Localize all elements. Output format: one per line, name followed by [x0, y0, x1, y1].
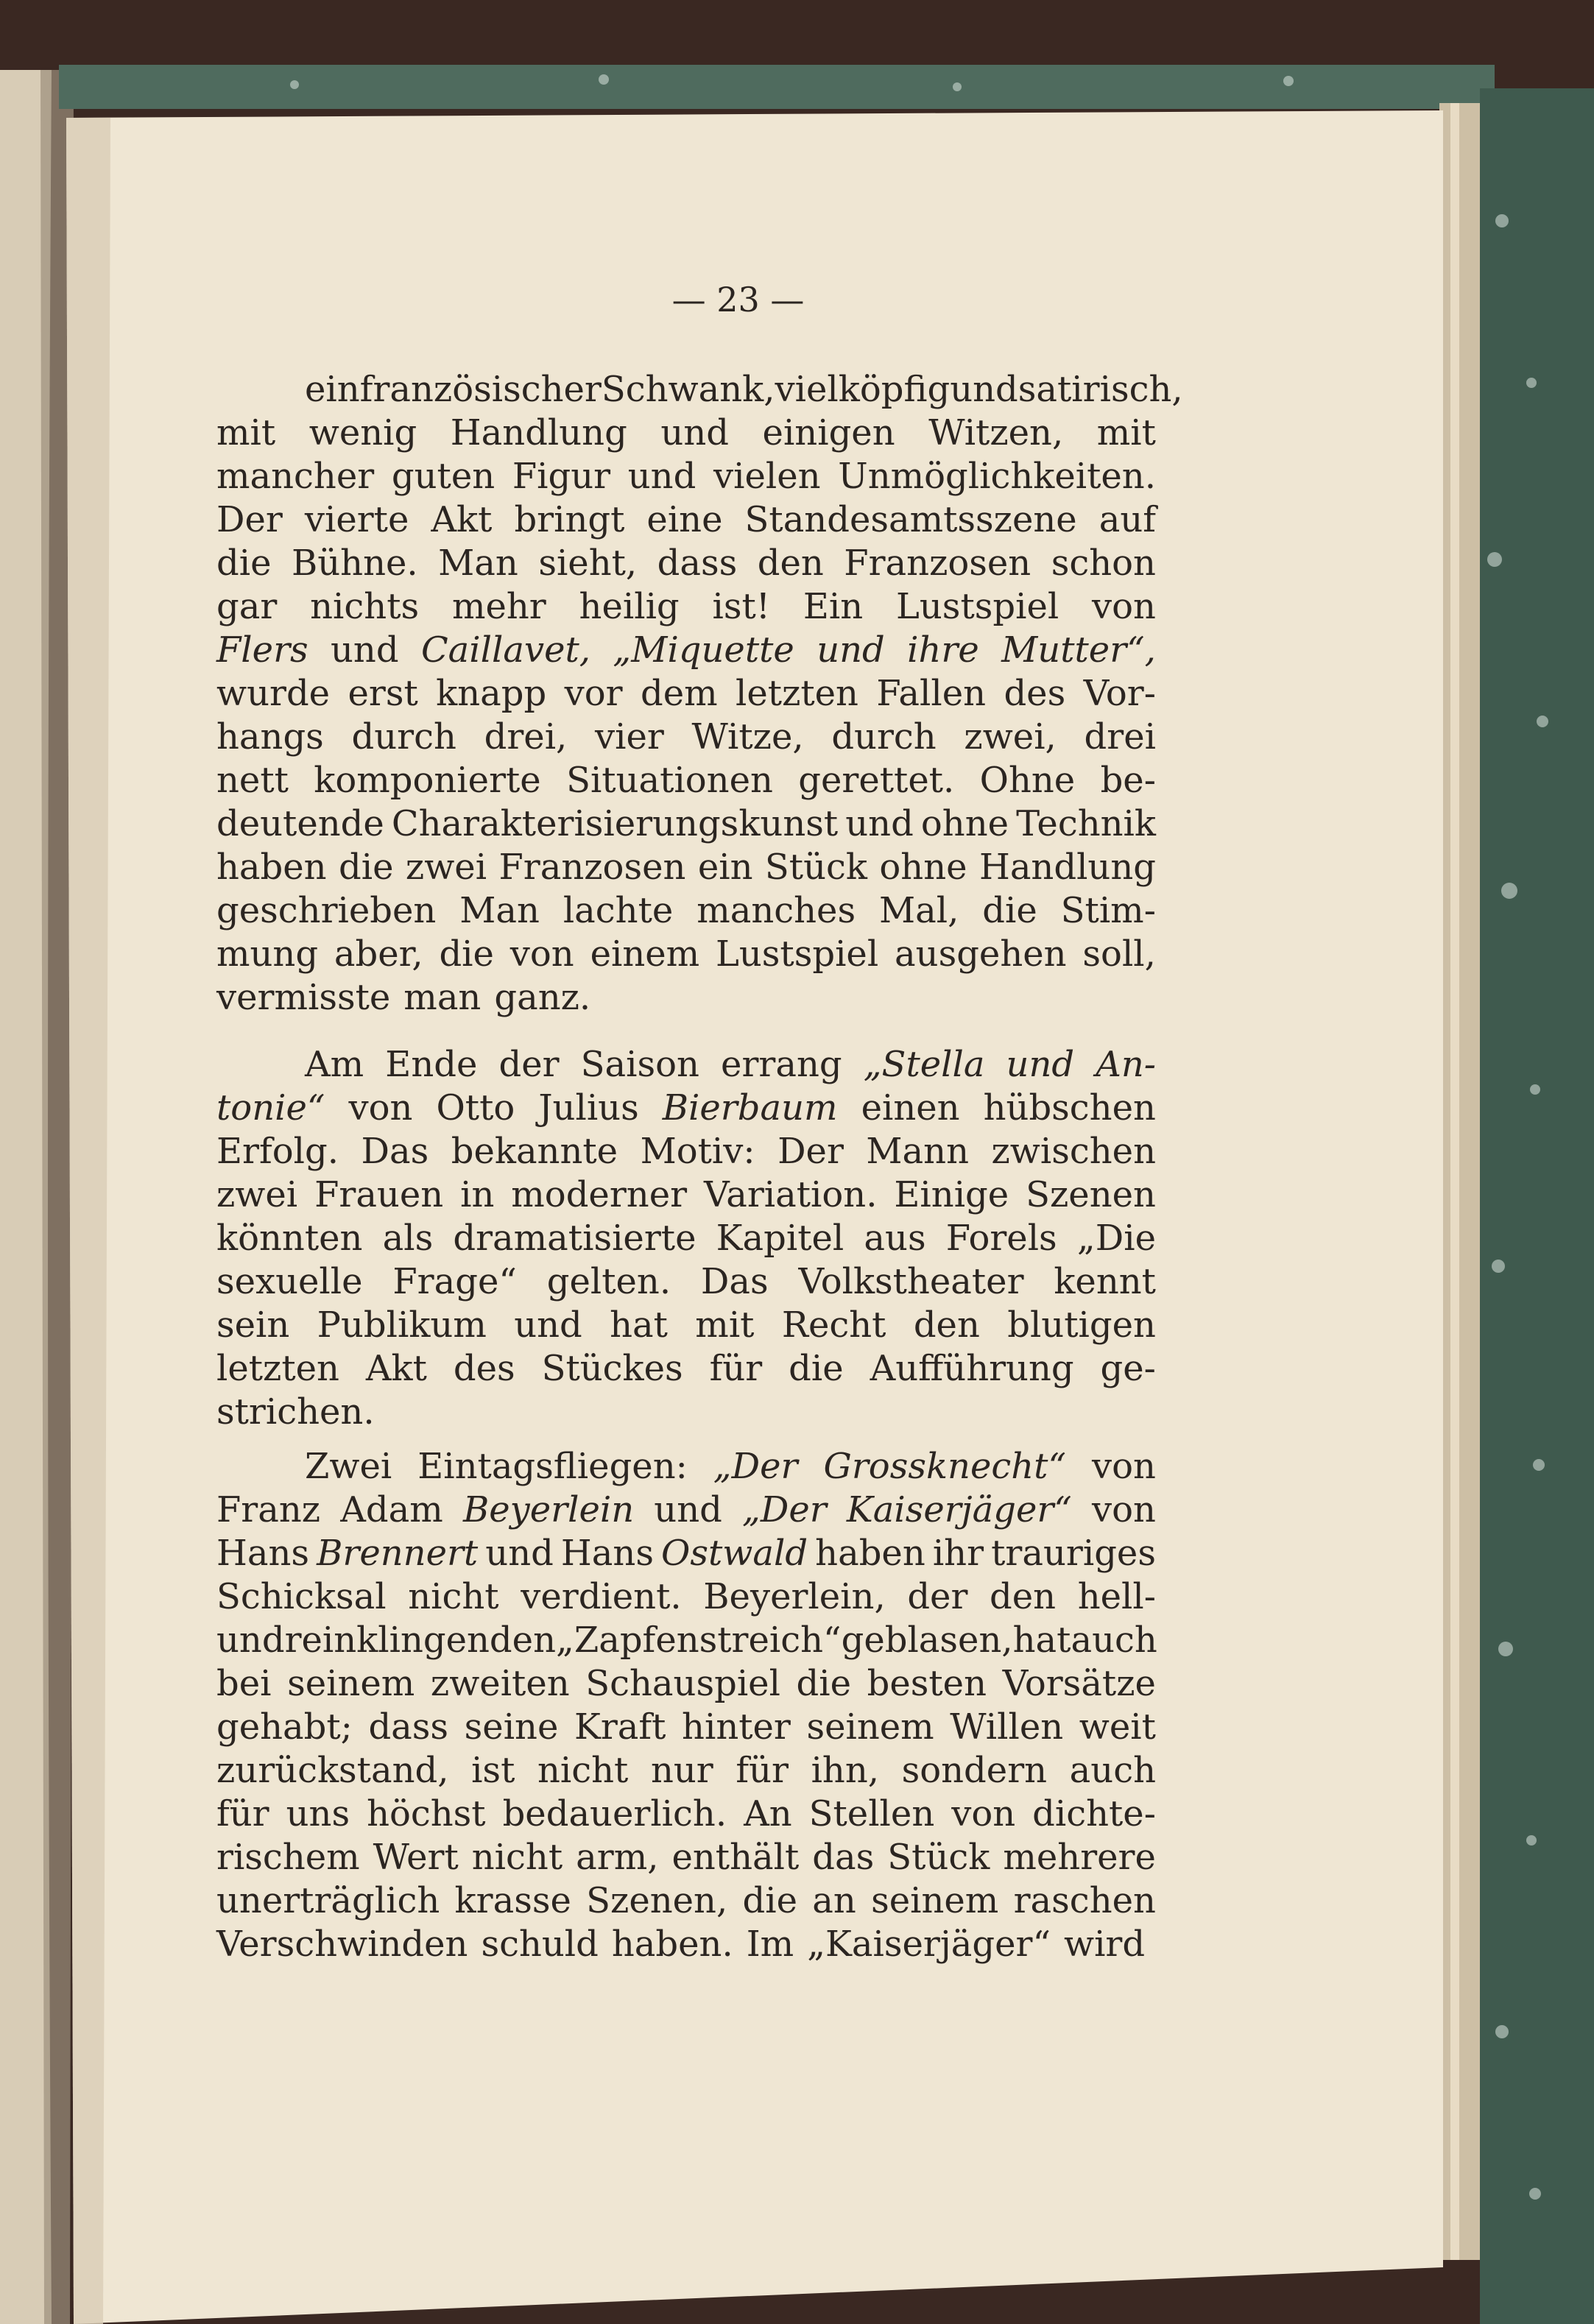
- word: Vor-: [1083, 673, 1156, 714]
- word: die: [439, 933, 494, 975]
- text-line: [216, 1575, 1156, 1619]
- word: Witze,: [691, 716, 804, 757]
- text-line: [216, 1260, 1156, 1304]
- word: Franzosen: [844, 543, 1031, 584]
- word: auch: [1069, 1750, 1156, 1791]
- word: Stückes: [541, 1348, 683, 1389]
- word: gar: [216, 586, 278, 627]
- word: Kapitel: [716, 1218, 844, 1259]
- word: Technik: [1016, 803, 1156, 844]
- word: und: [216, 1620, 285, 1661]
- word: Volkstheater: [798, 1261, 1024, 1302]
- word: durch: [831, 716, 937, 757]
- word: Zwei: [305, 1446, 392, 1487]
- text-line: [216, 1923, 1156, 1966]
- word: vielen: [713, 456, 821, 497]
- word: Der: [777, 1131, 844, 1172]
- word: die: [982, 890, 1037, 931]
- word: komponierte: [314, 760, 541, 801]
- word: Motiv:: [640, 1131, 755, 1172]
- word: und: [660, 412, 729, 453]
- text-line: [216, 412, 1156, 455]
- word: Einige: [894, 1174, 1009, 1215]
- word: sieht,: [538, 543, 638, 584]
- word: „Stella: [863, 1044, 985, 1085]
- word: sexuelle: [216, 1261, 363, 1302]
- word: durch: [351, 716, 456, 757]
- word: Bierbaum: [662, 1087, 838, 1129]
- word: vermisste: [216, 977, 391, 1018]
- word: Man: [438, 543, 518, 584]
- word: rischem: [216, 1837, 360, 1878]
- word: den: [913, 1304, 980, 1346]
- word: wenig: [308, 412, 417, 453]
- word: verdient.: [521, 1576, 682, 1617]
- word: deutende: [216, 803, 384, 844]
- word: Charakterisierungskunst: [391, 803, 839, 844]
- word: lachte: [563, 890, 674, 931]
- word: wird: [1063, 1924, 1146, 1965]
- word: knapp: [436, 673, 547, 714]
- text-line: [216, 716, 1156, 759]
- word: ohne: [920, 803, 1009, 844]
- word: Verschwinden: [216, 1924, 468, 1965]
- word: An: [744, 1793, 792, 1834]
- word: hat: [610, 1304, 668, 1346]
- word: der: [498, 1044, 560, 1085]
- word: einem: [590, 933, 700, 975]
- word: der: [907, 1576, 968, 1617]
- word: Schauspiel: [585, 1663, 780, 1704]
- word: gehabt;: [216, 1706, 353, 1748]
- text-line: [216, 629, 1156, 672]
- word: ganz.: [494, 977, 591, 1018]
- word: als: [382, 1218, 434, 1259]
- word: Ohne: [979, 760, 1076, 801]
- word: be-: [1100, 760, 1156, 801]
- word: Stück: [764, 847, 867, 888]
- page-stack-edge: [1439, 103, 1480, 2260]
- word: Franzosen: [498, 847, 686, 888]
- word: satirisch,: [1018, 369, 1183, 410]
- word: „Miquette: [613, 629, 794, 671]
- word: geschrieben: [216, 890, 437, 931]
- word: und: [1006, 1044, 1075, 1085]
- word: Erfolg.: [216, 1131, 339, 1172]
- word: Das: [700, 1261, 769, 1302]
- word: sein: [216, 1304, 290, 1346]
- word: reinklingenden: [284, 1620, 556, 1661]
- word: raschen: [1013, 1880, 1156, 1921]
- word: mit: [695, 1304, 755, 1346]
- text-line: [216, 1043, 1156, 1087]
- word: seinem: [871, 1880, 999, 1921]
- word: von: [951, 1793, 1016, 1834]
- text-line: [216, 1706, 1156, 1749]
- word: nicht: [537, 1750, 629, 1791]
- word: mit: [216, 412, 276, 453]
- word: seinem: [806, 1706, 934, 1748]
- word: Variation.: [703, 1174, 878, 1215]
- word: ist: [471, 1750, 515, 1791]
- paragraph-3: [216, 1445, 1156, 1966]
- word: Witzen,: [928, 412, 1064, 453]
- word: kennt: [1054, 1261, 1156, 1302]
- word: für: [736, 1750, 789, 1791]
- word: ihr: [932, 1533, 984, 1574]
- text-line: [216, 933, 1156, 976]
- word: in: [460, 1174, 495, 1215]
- word: und: [845, 803, 914, 844]
- word: enthält: [671, 1837, 800, 1878]
- word: mung: [216, 933, 319, 975]
- word: mehr: [451, 586, 546, 627]
- word: dichte-: [1032, 1793, 1156, 1834]
- word: die: [339, 847, 394, 888]
- word: „Kaiserjäger“: [807, 1924, 1051, 1965]
- word: hübschen: [983, 1087, 1156, 1129]
- word: Szenen,: [586, 1880, 728, 1921]
- word: drei,: [484, 716, 568, 757]
- word: Aufführung: [870, 1348, 1074, 1389]
- word: nicht: [471, 1837, 563, 1878]
- word: könnten: [216, 1218, 363, 1259]
- word: letzten: [736, 673, 858, 714]
- word: weit: [1079, 1706, 1156, 1748]
- word: ein: [305, 369, 360, 410]
- word: letzten: [216, 1348, 339, 1389]
- word: und: [950, 369, 1018, 410]
- word: ohne: [879, 847, 967, 888]
- word: Der: [216, 499, 283, 540]
- page-number: — 23 —: [671, 280, 805, 319]
- word: für: [216, 1793, 269, 1834]
- word: Das: [361, 1131, 429, 1172]
- word: bei: [216, 1663, 272, 1704]
- word: zwei,: [964, 716, 1057, 757]
- word: Stim-: [1060, 890, 1156, 931]
- word: besten: [867, 1663, 987, 1704]
- word: bedauerlich.: [502, 1793, 727, 1834]
- word: hinter: [682, 1706, 791, 1748]
- text-line: [216, 1217, 1156, 1260]
- word: zweiten: [430, 1663, 570, 1704]
- text-line: [216, 1662, 1156, 1706]
- word: Grossknecht“: [823, 1446, 1066, 1487]
- word: ausgehen: [895, 933, 1067, 975]
- word: des: [1004, 673, 1066, 714]
- text-line: [216, 846, 1156, 889]
- word: Standesamtsszene: [744, 499, 1077, 540]
- text-line: [216, 889, 1156, 933]
- word: von: [1092, 586, 1156, 627]
- word: geblasen,: [841, 1620, 1013, 1661]
- paragraph-2: [216, 1043, 1156, 1434]
- word: Szenen: [1026, 1174, 1156, 1215]
- text-line: [216, 585, 1156, 629]
- text-line: [216, 498, 1156, 542]
- word: dass: [657, 543, 738, 584]
- word: drei: [1084, 716, 1156, 757]
- word: Am: [305, 1044, 364, 1085]
- text-line: [216, 759, 1156, 802]
- word: erst: [348, 673, 418, 714]
- word: Hans: [560, 1533, 654, 1574]
- word: Forels: [945, 1218, 1057, 1259]
- word: guten: [391, 456, 496, 497]
- word: gelten.: [546, 1261, 671, 1302]
- word: ist!: [712, 586, 771, 627]
- word: Saison: [580, 1044, 699, 1085]
- word: zwischen: [991, 1131, 1156, 1172]
- word: an: [812, 1880, 856, 1921]
- word: aber,: [334, 933, 423, 975]
- word: Willen: [950, 1706, 1064, 1748]
- text-line: [216, 542, 1156, 585]
- marbled-endpaper-top: [59, 65, 1495, 109]
- text-line: [216, 1532, 1156, 1575]
- word: Frage“: [392, 1261, 517, 1302]
- word: von: [1092, 1446, 1156, 1487]
- word: die: [742, 1880, 797, 1921]
- word: von: [1092, 1489, 1156, 1530]
- text-line: [216, 1793, 1156, 1836]
- word: krasse: [454, 1880, 571, 1921]
- text-line: [216, 976, 1156, 1020]
- word: und: [654, 1489, 722, 1530]
- word: mehrere: [1003, 1837, 1156, 1878]
- page-gutter-shadow: [66, 118, 110, 2324]
- word: „Zapfenstreich“: [555, 1620, 842, 1661]
- word: Lustspiel: [716, 933, 879, 975]
- paragraph-1: [216, 368, 1183, 1020]
- word: tonie“: [216, 1087, 325, 1129]
- text-line: [216, 1347, 1156, 1391]
- word: des: [453, 1348, 515, 1389]
- word: schon: [1051, 543, 1156, 584]
- word: Bühne.: [291, 543, 418, 584]
- word: und: [817, 629, 885, 671]
- word: Lustspiel: [896, 586, 1059, 627]
- word: Wert: [373, 1837, 459, 1878]
- word: Akt: [365, 1348, 427, 1389]
- word: Mal,: [878, 890, 959, 931]
- word: Brennert: [317, 1533, 479, 1574]
- word: Fallen: [876, 673, 987, 714]
- word: haben.: [611, 1924, 733, 1965]
- word: dramatisierte: [453, 1218, 697, 1259]
- word: Otto: [436, 1087, 515, 1129]
- word: eine: [646, 499, 723, 540]
- word: und: [627, 456, 697, 497]
- word: zurückstand,: [216, 1750, 449, 1791]
- word: Stellen: [808, 1793, 935, 1834]
- word: gerettet.: [798, 760, 955, 801]
- word: Ende: [385, 1044, 478, 1085]
- word: hangs: [216, 716, 324, 757]
- word: Recht: [781, 1304, 886, 1346]
- word: Akt: [431, 499, 493, 540]
- word: und: [514, 1304, 582, 1346]
- word: das: [812, 1837, 875, 1878]
- word: Kaiserjäger“: [846, 1489, 1072, 1530]
- word: bekannte: [451, 1131, 618, 1172]
- word: und: [485, 1533, 554, 1574]
- word: auf: [1098, 499, 1156, 540]
- word: vier: [595, 716, 664, 757]
- word: Handlung: [450, 412, 627, 453]
- page-stack-edge-inner: [1450, 103, 1459, 2260]
- text-line: [216, 455, 1156, 498]
- word: schuld: [481, 1924, 599, 1965]
- word: den: [990, 1576, 1057, 1617]
- word: einigen: [762, 412, 895, 453]
- word: uns: [286, 1793, 350, 1834]
- word: nichts: [310, 586, 420, 627]
- word: manches: [697, 890, 856, 931]
- text-line: [216, 802, 1156, 846]
- word: vor: [564, 673, 623, 714]
- word: die: [789, 1348, 844, 1389]
- text-line: [216, 1488, 1156, 1532]
- word: „Der: [713, 1446, 798, 1487]
- text-line: [216, 1391, 1156, 1434]
- word: Hans: [216, 1533, 310, 1574]
- text-line: [216, 1087, 1156, 1130]
- word: nett: [216, 760, 289, 801]
- word: die: [796, 1663, 852, 1704]
- word: Beyerlein,: [703, 1576, 886, 1617]
- word: hat: [1012, 1620, 1071, 1661]
- word: aus: [864, 1218, 926, 1259]
- word: zwei: [405, 847, 487, 888]
- word: für: [709, 1348, 763, 1389]
- word: ge-: [1100, 1348, 1156, 1389]
- word: Handlung: [978, 847, 1156, 888]
- text-line: [216, 1749, 1156, 1793]
- word: Schicksal: [216, 1576, 387, 1617]
- word: Julius: [538, 1087, 639, 1129]
- text-line: [216, 1836, 1156, 1879]
- word: Figur: [512, 456, 611, 497]
- word: „Der: [742, 1489, 827, 1530]
- word: ihn,: [811, 1750, 879, 1791]
- word: mit: [1096, 412, 1156, 453]
- word: Flers: [216, 629, 308, 671]
- word: blutigen: [1007, 1304, 1156, 1346]
- word: bringt: [514, 499, 625, 540]
- word: trauriges: [991, 1533, 1156, 1574]
- word: haben: [815, 1533, 925, 1574]
- word: und: [331, 629, 399, 671]
- word: ein: [697, 847, 753, 888]
- word: moderner: [511, 1174, 688, 1215]
- word: Stück: [887, 1837, 990, 1878]
- word: hell-: [1077, 1576, 1156, 1617]
- text-line: [216, 1619, 1156, 1662]
- word: auch: [1071, 1620, 1157, 1661]
- word: höchst: [367, 1793, 486, 1834]
- word: dem: [640, 673, 718, 714]
- word: arm,: [576, 1837, 659, 1878]
- word: Eintagsfliegen:: [417, 1446, 688, 1487]
- word: nicht: [408, 1576, 499, 1617]
- word: die: [216, 543, 272, 584]
- word: Unmöglichkeiten.: [838, 456, 1156, 497]
- word: zwei: [216, 1174, 298, 1215]
- text-line: [216, 1304, 1156, 1347]
- text-line: [216, 1130, 1156, 1173]
- word: einen: [861, 1087, 960, 1129]
- word: Ein: [803, 586, 864, 627]
- text-line: [216, 1879, 1156, 1923]
- word: „Die: [1076, 1218, 1156, 1259]
- word: errang: [721, 1044, 842, 1085]
- word: Caillavet,: [420, 629, 591, 671]
- word: unerträglich: [216, 1880, 440, 1921]
- text-line: [216, 368, 1183, 412]
- word: mancher: [216, 456, 375, 497]
- word: den: [757, 543, 824, 584]
- word: nur: [650, 1750, 713, 1791]
- word: Publikum: [317, 1304, 487, 1346]
- word: Situationen: [566, 760, 773, 801]
- text-line: [216, 1173, 1156, 1217]
- word: ihre: [907, 629, 979, 671]
- word: man: [403, 977, 482, 1018]
- word: wurde: [216, 673, 331, 714]
- word: dass: [368, 1706, 449, 1748]
- word: Schwank,: [601, 369, 775, 410]
- word: von: [509, 933, 574, 975]
- word: Beyerlein: [462, 1489, 635, 1530]
- text-line: [216, 1445, 1156, 1488]
- word: haben: [216, 847, 327, 888]
- word: von: [348, 1087, 413, 1129]
- word: seine: [464, 1706, 559, 1748]
- word: Mutter“,: [1001, 629, 1156, 671]
- word: vielköpfig: [775, 369, 951, 410]
- word: soll,: [1082, 933, 1156, 975]
- text-line: [216, 672, 1156, 716]
- word: Frauen: [314, 1174, 444, 1215]
- word: Franz: [216, 1489, 321, 1530]
- word: Im: [746, 1924, 794, 1965]
- marbled-endpaper-right: [1480, 88, 1594, 2324]
- word: französischer: [359, 369, 602, 410]
- word: Mann: [866, 1131, 969, 1172]
- word: strichen.: [216, 1391, 375, 1433]
- word: vierte: [304, 499, 409, 540]
- word: sondern: [901, 1750, 1048, 1791]
- word: Adam: [340, 1489, 443, 1530]
- word: Kraft: [574, 1706, 666, 1748]
- word: seinem: [287, 1663, 415, 1704]
- word: heilig: [579, 586, 680, 627]
- word: Ostwald: [661, 1533, 808, 1574]
- word: An-: [1096, 1044, 1156, 1085]
- word: Man: [459, 890, 540, 931]
- word: Vorsätze: [1002, 1663, 1156, 1704]
